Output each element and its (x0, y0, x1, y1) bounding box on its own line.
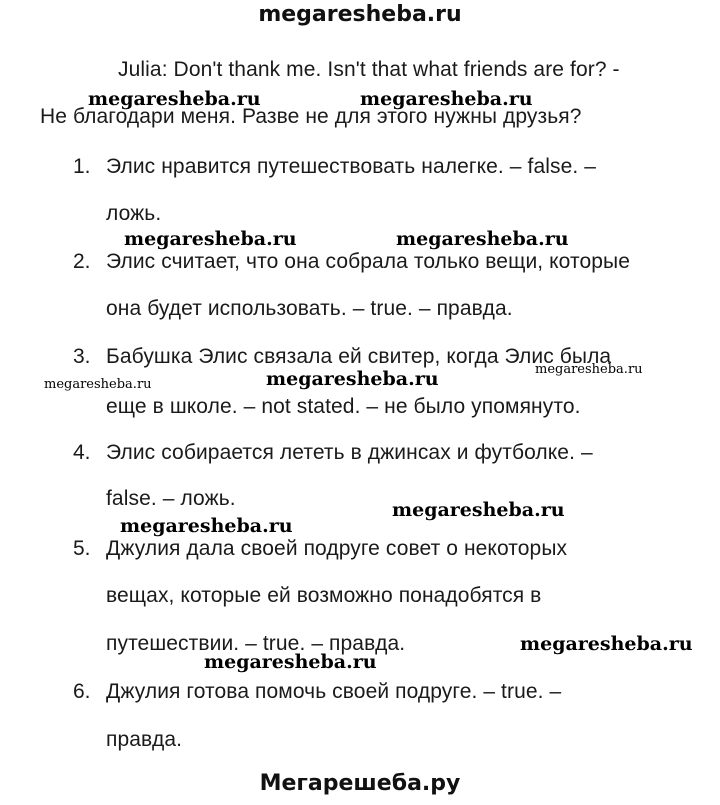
watermark: megaresheba.ru (535, 362, 643, 377)
item-text-line: Элис собирается лететь в джинсах и футболке. – (106, 441, 593, 464)
watermark: megaresheba.ru (124, 228, 297, 250)
watermark: megaresheba.ru (88, 88, 261, 110)
item-text-line: Джулия дала своей подруге совет о некоторых (106, 537, 568, 560)
item-number: 2. (73, 250, 91, 273)
watermark: megaresheba.ru (266, 368, 439, 390)
item-text-line: она будет использовать. – true. – правда. (106, 297, 513, 320)
site-footer-title: Мегарешеба.ру (259, 771, 461, 796)
item-text-line: Элис нравится путешествовать налегке. – false. – (106, 155, 597, 178)
watermark: megaresheba.ru (520, 633, 693, 655)
item-number: 5. (73, 537, 91, 560)
item-number: 3. (73, 345, 91, 368)
item-text-line: путешествии. – true. – правда. (106, 632, 406, 655)
watermark: megaresheba.ru (120, 515, 293, 537)
dialogue-english-line: Julia: Don't thank me. Isn't that what friends are for? - (118, 58, 620, 81)
watermark: megaresheba.ru (396, 228, 569, 250)
watermark: megaresheba.ru (392, 499, 565, 521)
item-text-line: Бабушка Элис связала ей свитер, когда Элис была (106, 345, 612, 368)
item-text-line: Джулия готова помочь своей подруге. – true. – (106, 680, 562, 703)
item-number: 6. (73, 680, 91, 703)
item-text-line: false. – ложь. (106, 487, 236, 510)
item-text-line: Элис считает, что она собрала только вещи, которые (106, 250, 631, 273)
item-text-line: правда. (106, 728, 183, 751)
item-number: 4. (73, 441, 91, 464)
item-number: 1. (73, 155, 91, 178)
watermark: megaresheba.ru (360, 88, 533, 110)
dialogue-russian-line: Не благодари меня. Разве не для этого нужны друзья? (40, 105, 582, 128)
item-text-line: вещах, которые ей возможно понадобятся в (106, 584, 542, 607)
item-text-line: еще в школе. – not stated. – не было упомянуто. (106, 395, 581, 418)
watermark: megaresheba.ru (44, 377, 152, 392)
site-header-title: megaresheba.ru (258, 2, 462, 27)
watermark: megaresheba.ru (204, 651, 377, 673)
item-text-line: ложь. (106, 202, 162, 225)
